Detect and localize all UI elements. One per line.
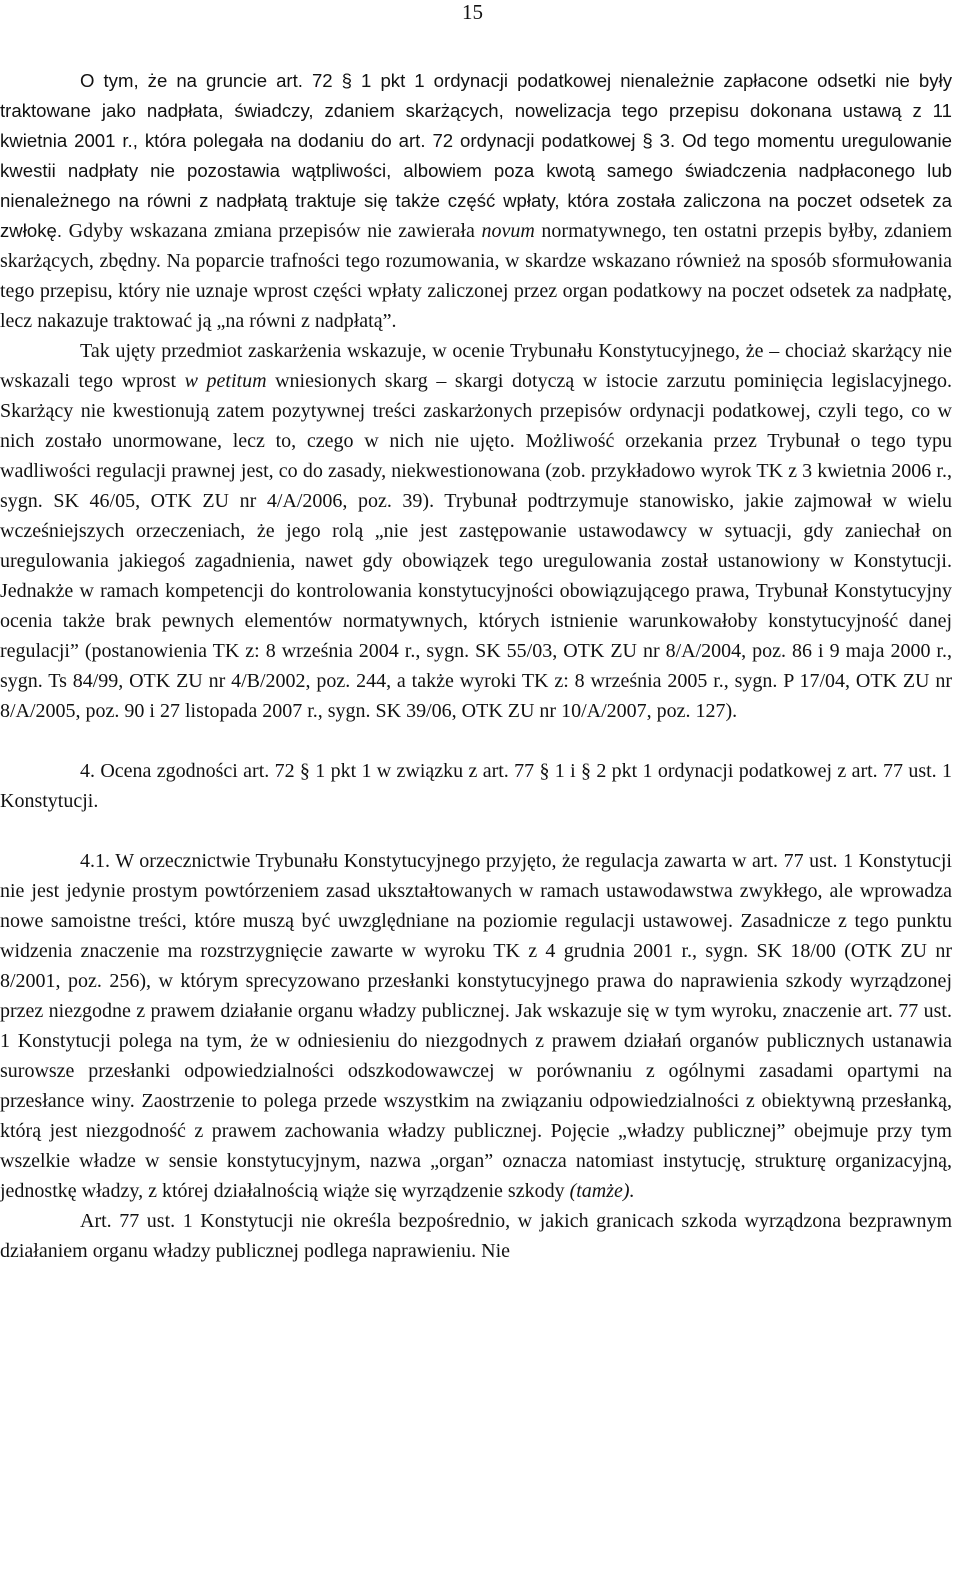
paragraph-2-text-a: Tak ujęty przedmiot zaskarżenia wskazuje, w ocenie Trybunału Konstytucyjnego, że – chociaż skarżący nie wskazali tego wprost <box>0 340 952 392</box>
document-body <box>0 66 952 1266</box>
spacer <box>0 726 952 756</box>
paragraph-4-1 <box>0 846 952 1206</box>
paragraph-2 <box>0 336 952 726</box>
paragraph-1-italic: novum <box>481 220 535 242</box>
spacer <box>0 816 952 846</box>
paragraph-2-text-b: wniesionych skarg – skargi dotyczą w istocie zarzutu pominięcia legislacyjnego. Skarżący nie kwestionują zatem pozytywnej treści zaskarżonych przepisów ordynacji podatkowej, czyli tego, co w nich zostało unormowane, lecz to, czego w nich nie ujęto. Możliwość orzekania przez Trybunał o tego typu wadliwości regulacji prawnej jest, co do zasady, niekwestionowana (zob. przykładowo wyrok TK z 3 kwietnia 2006 r., sygn. SK 46/05, OTK ZU nr 4/A/2006, poz. 39). Trybunał podtrzymuje stanowisko, jakie zajmował w wielu wcześniejszych orzeczeniach, że jego rolą „nie jest zastępowanie ustawodawcy w sytuacji, gdy zaniechał on uregulowania jakiegoś zagadnienia, nawet gdy obowiązek tego uregulowania został ustanowiony w Konstytucji. Jednakże w ramach kompetencji do kontrolowania konstytucyjności obowiązującego prawa, Trybunał Konstytucyjny ocenia także brak pewnych elementów normatywnych, których istnienie warunkowałoby konstytucyjność danej regulacji” (postanowienia TK z: 8 września 2004 r., sygn. SK 55/03, OTK ZU nr 8/A/2004, poz. 86 i 9 maja 2000 r., sygn. Ts 84/99, OTK ZU nr 4/B/2002, poz. 244, a także wyroki TK z: 8 września 2005 r., sygn. P 17/04, OTK ZU nr 8/A/2005, poz. 90 i 27 listopada 2007 r., sygn. SK 39/06, OTK ZU nr 10/A/2007, poz. 127). <box>0 370 952 722</box>
paragraph-4-1-italic: (tamże). <box>569 1180 635 1202</box>
paragraph-5: Art. 77 ust. 1 Konstytucji nie określa bezpośrednio, w jakich granicach szkoda wyrządzona bezprawnym działaniem organu władzy publicznej podlega naprawieniu. Nie <box>0 1210 952 1262</box>
paragraph-4-1-text: 4.1. W orzecznictwie Trybunału Konstytucyjnego przyjęto, że regulacja zawarta w art. 77 ust. 1 Konstytucji nie jest jedynie prostym powtórzeniem zasad ukształtowanych w ramach ustawodawstwa zwykłego, ale wprowadza nowe samoistne treści, które muszą być uwzględniane na poziomie regulacji ustawowej. Zasadnicze z tego punktu widzenia znaczenie ma rozstrzygnięcie zawarte w wyroku TK z 4 grudnia 2001 r., sygn. SK 18/00 (OTK ZU nr 8/2001, poz. 256), w którym sprecyzowano przesłanki konstytucyjnego prawa do naprawienia szkody wyrządzonej przez niezgodne z prawem działanie organu władzy publicznej. Jak wskazuje się w tym wyroku, znaczenie art. 77 ust. 1 Konstytucji polega na tym, że w odniesieniu do niezgodnych z prawem działań organów publicznych ustanawia surowsze przesłanki odpowiedzialności odszkodowawczej w porównaniu z ogólnymi zasadami opartymi na przesłance winy. Zaostrzenie to polega przede wszystkim na związaniu odpowiedzialności z obiektywną przesłanką, którą jest niezgodność z prawem zachowania władzy publicznej. Pojęcie „władzy publicznej” obejmuje przy tym wszelkie władze w sensie konstytucyjnym, nazwa „organ” oznacza natomiast instytucję, strukturę organizacyjną, jednostkę władzy, z której działalnością wiąże się wyrządzenie szkody <box>0 850 952 1202</box>
page-number: 15 <box>462 0 483 24</box>
paragraph-1-text-b: normatywnego, ten ostatni przepis byłby, zdaniem skarżących, zbędny. Na poparcie trafności tego rozumowania, w skardze wskazano również na sposób sformułowania tego przepisu, który nie uznaje wprost części wpłaty zaliczonej przez organ podatkowy na poczet odsetek za nadpłatę, lecz nakazuje traktować ją „na równi z nadpłatą”. <box>0 220 952 332</box>
paragraph-1 <box>0 66 952 336</box>
paragraph-1-text-a: Gdyby wskazana zmiana przepisów nie zawierała <box>62 220 482 242</box>
section-heading-4: 4. Ocena zgodności art. 72 § 1 pkt 1 w związku z art. 77 § 1 i § 2 pkt 1 ordynacji podatkowej z art. 77 ust. 1 Konstytucji. <box>0 760 952 812</box>
paragraph-1-lead: O tym, że na gruncie art. 72 § 1 pkt 1 ordynacji podatkowej nienależnie zapłacone odsetki nie były traktowane jako nadpłata, świadczy, zdaniem skarżących, nowelizacja tego przepisu dokonana ustawą z 11 kwietnia 2001 r., która polegała na dodaniu do art. 72 ordynacji podatkowej § 3. Od tego momentu uregulowanie kwestii nadpłaty nie pozostawia wątpliwości, albowiem poza kwotą samego świadczenia nadpłaconego lub nienależnego na równi z nadpłatą traktuje się także część wpłaty, która została zaliczona na poczet odsetek za zwłokę. <box>0 70 952 241</box>
paragraph-2-italic: w petitum <box>184 370 267 392</box>
